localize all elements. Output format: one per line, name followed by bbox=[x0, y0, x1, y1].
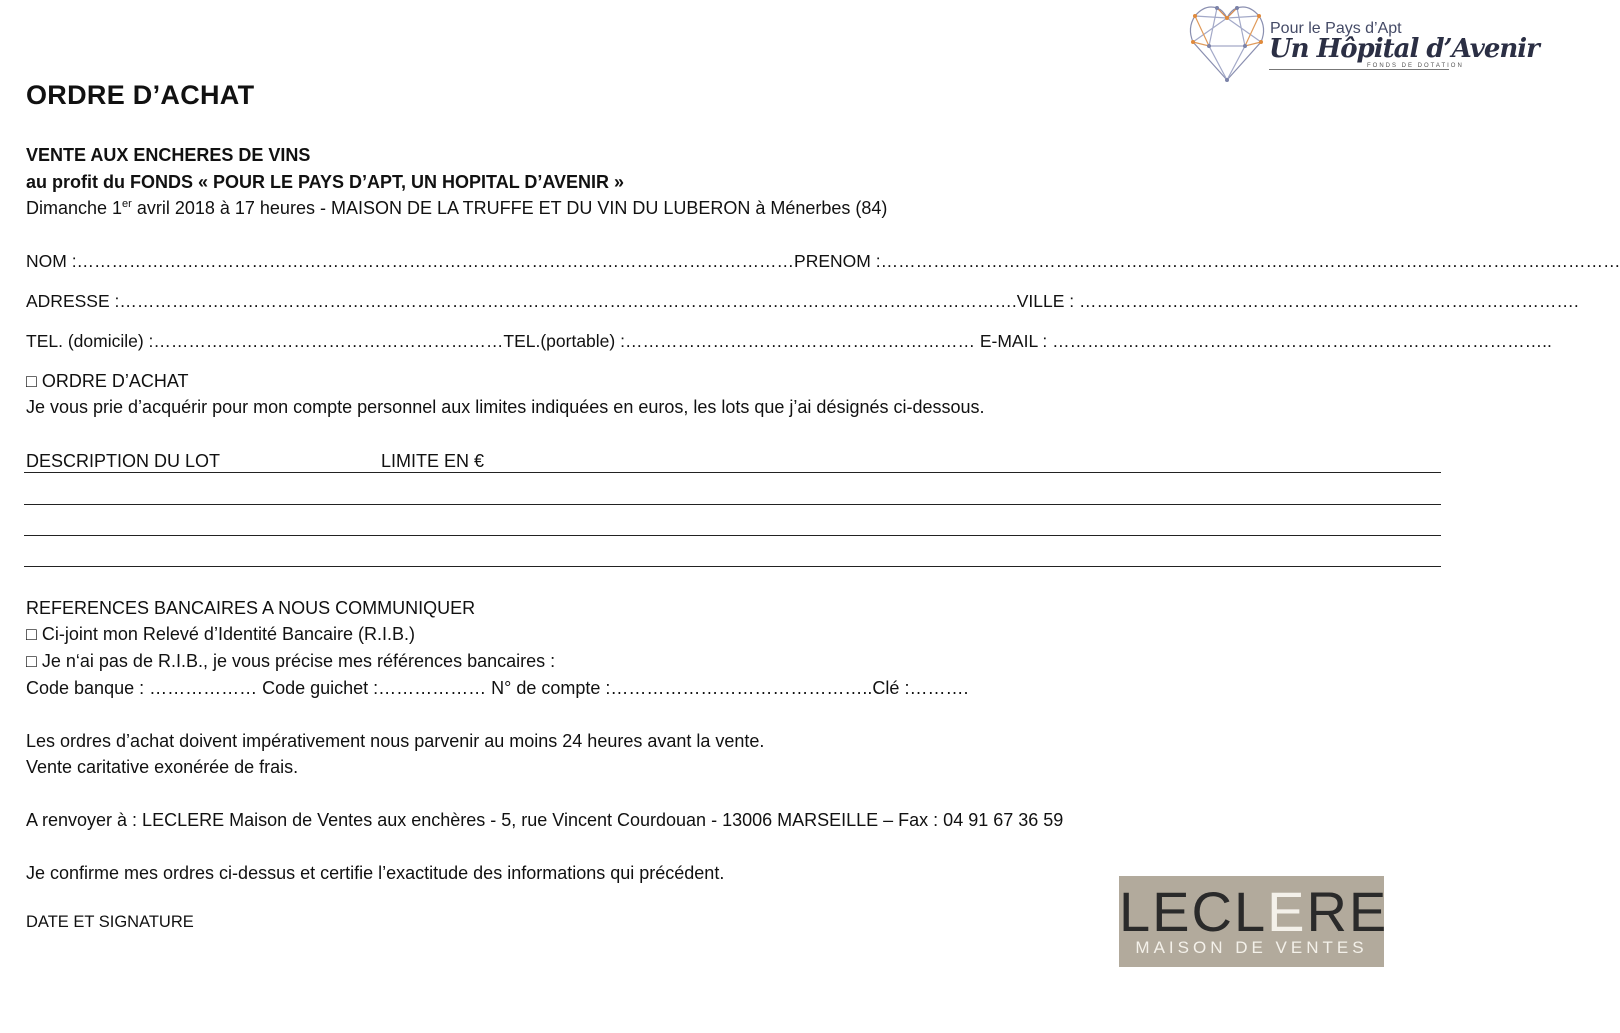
date-signature-label: DATE ET SIGNATURE bbox=[26, 913, 194, 931]
leclere-subtitle: MAISON DE VENTES bbox=[1135, 938, 1368, 957]
order-text: Je vous prie d’acquérir pour mon compte personnel aux limites indiquées en euros, les lots que j’ai désignés ci-dessous. bbox=[26, 397, 985, 417]
heart-network-icon bbox=[1185, 0, 1269, 86]
confirm-statement: Je confirme mes ordres ci-dessus et certifie l’exactitude des informations qui précédent. bbox=[26, 863, 725, 883]
leclere-part1: LECL bbox=[1119, 880, 1268, 943]
leclere-wordmark bbox=[1119, 880, 1389, 943]
send-to-address: A renvoyer à : LECLERE Maison de Ventes aux enchères - 5, rue Vincent Courdouan - 13006 MARSEILLE – Fax : 04 91 67 36 59 bbox=[26, 810, 1064, 830]
sale-date-rest: avril 2018 à 17 heures - MAISON DE LA TRUFFE ET DU VIN DU LUBERON à Ménerbes (84) bbox=[131, 198, 888, 218]
lot-table-header bbox=[26, 450, 485, 472]
hopital-avenir-logo bbox=[1185, 0, 1539, 88]
no-rib-checkbox[interactable]: □ Je n‘ai pas de R.I.B., je vous précise mes références bancaires : bbox=[26, 651, 556, 671]
logo-line-1: Pour le Pays d’Apt bbox=[1270, 20, 1402, 37]
table-header-rule bbox=[24, 472, 1441, 473]
sale-date-prefix: Dimanche 1 bbox=[26, 198, 123, 218]
bank-codes-field[interactable]: Code banque : ……………… Code guichet :……………… N° de compte :……………………………………..Clé :………. bbox=[26, 678, 969, 698]
col-description: DESCRIPTION DU LOT bbox=[26, 451, 221, 471]
page-title: ORDRE D’ACHAT bbox=[26, 80, 255, 110]
sale-heading: VENTE AUX ENCHERES DE VINS bbox=[26, 145, 311, 165]
tel-email-field[interactable]: TEL. (domicile) :……………………………………………………TEL.(portable) :…………………………………………………… E-MAIL : ………………………………………………………………………….. bbox=[26, 331, 1552, 351]
notes-line-1: Les ordres d’achat doivent impérativement nous parvenir au moins 24 heures avant la vente. bbox=[26, 731, 765, 751]
sale-beneficiary: au profit du FONDS « POUR LE PAYS D’APT, UN HOPITAL D’AVENIR » bbox=[26, 172, 625, 192]
notes-line-2: Vente caritative exonérée de frais. bbox=[26, 757, 299, 777]
logo-underline bbox=[1269, 69, 1449, 70]
sale-date-line bbox=[26, 197, 887, 219]
leclere-logo bbox=[1119, 876, 1389, 967]
logo-line-2: Un Hôpital d’Avenir bbox=[1269, 34, 1539, 64]
logo-line-3: FONDS DE DOTATION bbox=[1367, 63, 1464, 69]
lot-row-line-1[interactable] bbox=[24, 504, 1441, 505]
sale-date-sup: er bbox=[122, 198, 132, 210]
lot-row-line-3[interactable] bbox=[24, 566, 1441, 567]
rib-checkbox[interactable]: □ Ci-joint mon Relevé d’Identité Bancaire (R.I.B.) bbox=[26, 624, 416, 644]
leclere-part3: RE bbox=[1306, 880, 1389, 943]
leclere-part2: E bbox=[1267, 880, 1307, 943]
adresse-ville-field[interactable]: ADRESSE :……………………………………………………………………………………………………………………………………….VILLE : ………………….………………………………………………………. bbox=[26, 291, 1579, 311]
ordre-achat-checkbox[interactable]: □ ORDRE D’ACHAT bbox=[26, 371, 189, 391]
col-limite: LIMITE EN € bbox=[381, 451, 485, 471]
lot-row-line-2[interactable] bbox=[24, 535, 1441, 536]
bank-heading: REFERENCES BANCAIRES A NOUS COMMUNIQUER bbox=[26, 598, 476, 618]
nom-prenom-field[interactable]: NOM :……………………………………………………………………………………………………………PRENOM :…………………………………………………………………………………………………….………… bbox=[26, 251, 1620, 271]
